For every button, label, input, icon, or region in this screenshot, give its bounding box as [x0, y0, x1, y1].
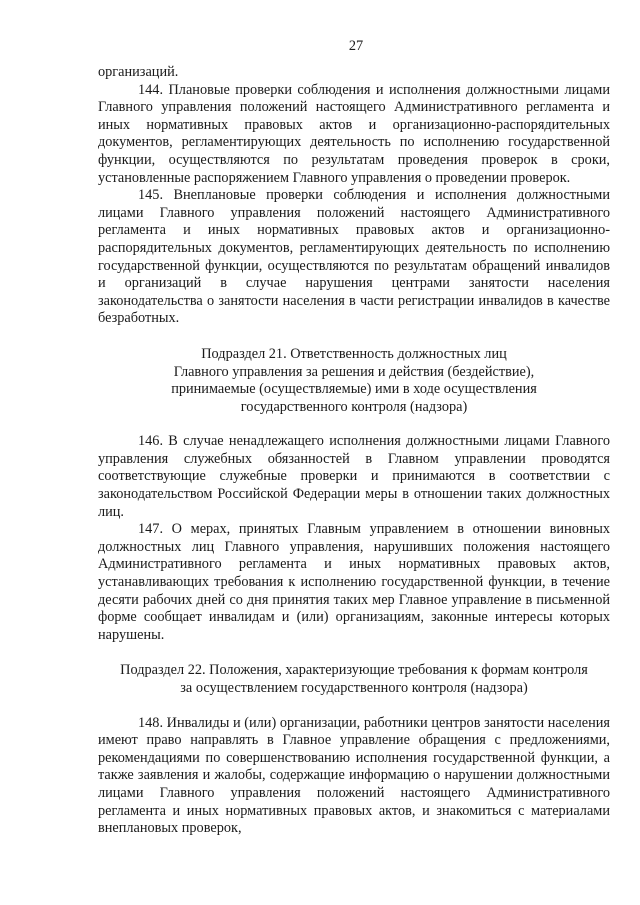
paragraph-group-middle	[98, 433, 610, 644]
heading-line: Подраздел 21. Ответственность должностных лиц	[201, 345, 507, 362]
paragraph-group-bottom	[98, 715, 610, 838]
heading-line: Подраздел 22. Положения, характеризующие требования к формам контроля	[120, 662, 588, 679]
paragraph-group-top	[98, 64, 610, 328]
page-number: 27	[348, 38, 364, 54]
paragraph-146: 146. В случае ненадлежащего исполнения должностными лицами Главного управления служебных обязанностей в Главном управлении проводятся соответствующие служебные проверки и принимаются в соответствии с законодательством Российской Федерации меры в отношении таких должностных лиц.	[98, 433, 610, 520]
heading-line: государственного контроля (надзора)	[240, 398, 468, 415]
subsection-21-heading	[98, 346, 610, 416]
paragraph-145: 145. Внеплановые проверки соблюдения и исполнения должностными лицами Главного управления положений настоящего Административного регламента и иных нормативных правовых актов и организационно-распорядительных документов, регламентирующих деятельность по исполнению государственной функции, осуществляются по результатам обращений инвалидов и организаций в случае нарушения центрами занятости населения законодательства о занятости населения в части регистрации инвалидов в качестве безработных.	[98, 187, 610, 327]
paragraph-144: 144. Плановые проверки соблюдения и исполнения должностными лицами Главного управления положений настоящего Административного регламента и иных нормативных правовых актов и организационно-распорядительных документов, регламентирующих деятельность по исполнению государственной функции, осуществляются по результатам проведения проверок в сроки, установленные распоряжением Главного управления о проведении проверок.	[98, 81, 610, 186]
document-body	[98, 64, 610, 838]
paragraph: организаций.	[98, 64, 179, 80]
heading-line: за осуществлением государственного контроля (надзора)	[180, 680, 528, 696]
heading-line: принимаемые (осуществляемые) ими в ходе осуществления	[171, 381, 537, 398]
paragraph-148: 148. Инвалиды и (или) организации, работники центров занятости населения имеют право направлять в Главное управление обращения с предложениями, рекомендациями по совершенствованию исполнения государственной функции, а также заявления и жалобы, содержащие информацию о нарушении должностными лицами Главного управления положений настоящего Административного регламента и иных нормативных правовых актов, и знакомиться с материалами внеплановых проверок,	[98, 714, 610, 837]
heading-line: Главного управления за решения и действия (бездействие),	[173, 363, 535, 380]
subsection-22-heading	[98, 662, 610, 697]
paragraph-147: 147. О мерах, принятых Главным управлением в отношении виновных должностных лиц Главного управления, нарушивших положения настоящего Административного регламента и иных нормативных правовых актов, устанавливающих требования к исполнению государственной функции, в течение десяти рабочих дней со дня принятия таких мер Главное управление в письменной форме сообщает инвалидам и (или) организациям, законные интересы которых нарушены.	[98, 521, 610, 643]
